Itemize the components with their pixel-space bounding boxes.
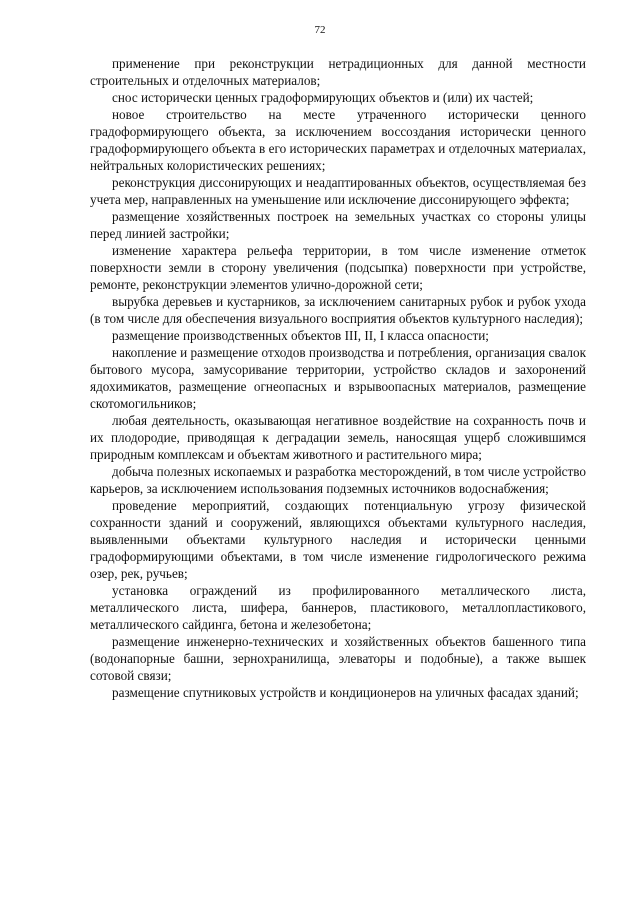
list-item: размещение спутниковых устройств и кондиционеров на уличных фасадах зданий; [112, 685, 579, 700]
list-item: новое строительство на месте утраченного исторически ценного градоформирующего объекта, за исключением воссоздания исторически ценного градоформирующего объекта в его исторических параметрах и отделочных материалах, нейтральных колористических решениях; [90, 107, 586, 173]
list-item: накопление и размещение отходов производства и потребления, организация свалок бытового мусора, замусоривание территории, устройство складов и захоронений ядохимикатов, размещение огнеопасных и взрывоопасных материалов, размещение скотомогильников; [90, 345, 586, 411]
list-item: реконструкция диссонирующих и неадаптированных объектов, осуществляемая без учета мер, направленных на уменьшение или исключение диссонирующего эффекта; [90, 175, 586, 207]
list-item: добыча полезных ископаемых и разработка месторождений, в том числе устройство карьеров, за исключением использования подземных источников водоснабжения; [90, 464, 586, 496]
list-item: применение при реконструкции нетрадиционных для данной местности строительных и отделочных материалов; [90, 56, 586, 88]
document-body [90, 55, 586, 701]
list-item: снос исторически ценных градоформирующих объектов и (или) их частей; [112, 90, 534, 105]
list-item: размещение производственных объектов III, II, I класса опасности; [112, 328, 489, 343]
list-item: установка ограждений из профилированного металлического листа, металлического листа, шифера, баннеров, пластикового, металлопластикового, металлического сайдинга, бетона и железобетона; [90, 583, 586, 632]
list-item: размещение инженерно-технических и хозяйственных объектов башенного типа (водонапорные башни, зернохранилища, элеваторы и подобные), а также вышек сотовой связи; [90, 634, 586, 683]
list-item: проведение мероприятий, создающих потенциальную угрозу физической сохранности зданий и сооружений, являющихся объектами культурного наследия, выявленными объектами культурного наследия и исторически ценными градоформирующими объектами, в том числе изменение гидрологического режима озер, рек, ручьев; [90, 498, 586, 581]
list-item: размещение хозяйственных построек на земельных участках со стороны улицы перед линией застройки; [90, 209, 586, 241]
list-item: вырубка деревьев и кустарников, за исключением санитарных рубок и рубок ухода (в том числе для обеспечения визуального восприятия объектов культурного наследия); [90, 294, 586, 326]
page-number: 72 [314, 24, 326, 36]
list-item: любая деятельность, оказывающая негативное воздействие на сохранность почв и их плодородие, приводящая к деградации земель, наносящая ущерб сложившимся природным комплексам и объектам животного и растительного мира; [90, 413, 586, 462]
list-item: изменение характера рельефа территории, в том числе изменение отметок поверхности земли в сторону увеличения (подсыпка) поверхности при устройстве, ремонте, реконструкции элементов улично-дорожной сети; [90, 243, 586, 292]
